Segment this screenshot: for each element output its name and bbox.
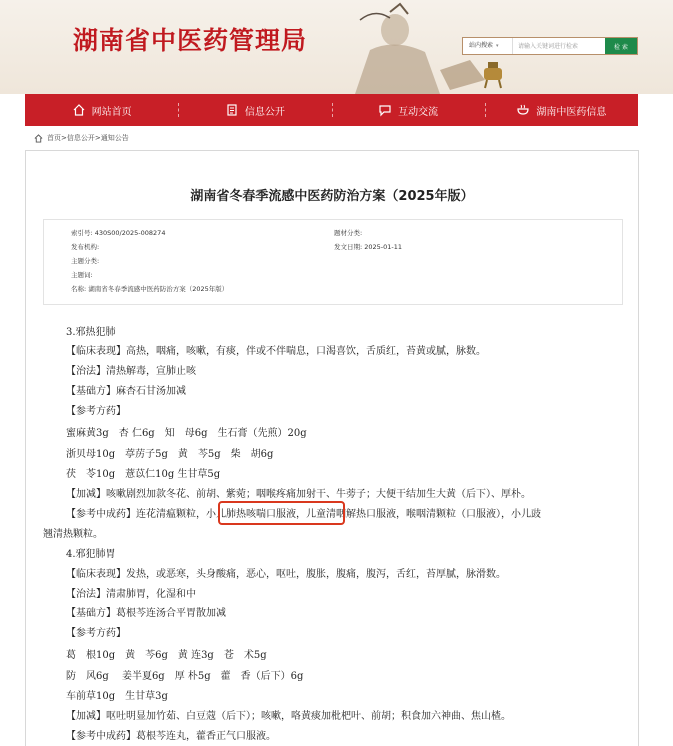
meta-topic: 主题分类: xyxy=(71,257,100,265)
search-button[interactable]: 检 索 xyxy=(605,38,637,54)
nav-item-info-disclosure[interactable] xyxy=(178,94,331,126)
breadcrumb xyxy=(34,133,129,143)
nav-item-home[interactable] xyxy=(25,94,178,126)
paragraph: 【参考方药】 xyxy=(66,628,126,639)
prescription-line: 葛 根10g 黄 芩6g 黄 连3g 苍 术5g xyxy=(66,650,267,661)
paragraph: 【基础方】葛根芩连汤合平胃散加减 xyxy=(66,608,226,619)
prescription-line: 浙贝母10g 葶苈子5g 黄 芩5g 柴 胡6g xyxy=(66,449,274,460)
paragraph: 【参考方药】 xyxy=(66,406,126,417)
nav-item-label: 互动交流 xyxy=(398,106,439,118)
paragraph: 【治法】清热解毒，宣肺止咳 xyxy=(66,366,196,377)
prescription-line: 蜜麻黄3g 杏 仁6g 知 母6g 生石膏（先煎）20g xyxy=(66,428,307,439)
meta-genre: 题材分类: xyxy=(334,229,363,237)
prescription-line: 防 风6g 姜半夏6g 厚 朴5g 藿 香（后下）6g xyxy=(66,671,304,682)
nav-item-label: 湖南中医药信息 xyxy=(536,106,607,118)
meta-keywords: 主题词: xyxy=(71,271,93,279)
search-input[interactable] xyxy=(513,38,605,54)
nav-item-label: 信息公开 xyxy=(244,106,285,118)
meta-date: 发文日期: 2025-01-11 xyxy=(334,243,403,251)
nav-item-tcm-info[interactable] xyxy=(485,94,638,126)
paragraph: 【参考中成药】葛根芩连丸，藿香正气口服液。 xyxy=(66,731,276,742)
prescription-line: 车前草10g 生甘草3g xyxy=(66,691,168,702)
document-icon xyxy=(225,103,239,117)
paragraph: 【临床表现】高热，咽痛，咳嗽，有痰，伴或不伴喘息，口渴喜饮，舌质红，苔黄或腻，脉数。 xyxy=(66,346,486,357)
chevron-down-icon: ▾ xyxy=(496,43,499,49)
article-title: 湖南省冬春季流感中医药防治方案（2025年版） xyxy=(190,189,474,204)
meta-name: 名称: 湖南省冬春季流感中医药防治方案（2025年版） xyxy=(71,285,229,293)
search-scope-label: 站内搜索 xyxy=(469,42,494,49)
incense-burner-icon xyxy=(478,56,508,90)
paragraph: 【基础方】麻杏石甘汤加减 xyxy=(66,386,186,397)
home-icon xyxy=(72,103,86,117)
section-heading: 3.邪热犯肺 xyxy=(66,327,116,338)
main-nav xyxy=(25,94,638,126)
paragraph: 【加减】咳嗽剧烈加款冬花、前胡、紫菀；咽喉疼痛加射干、牛蒡子；大便干结加生大黄（后下）、厚朴。 xyxy=(66,489,531,500)
paragraph: 【治法】清肃肺胃，化湿和中 xyxy=(66,589,196,600)
bowl-icon xyxy=(516,103,530,117)
paragraph: 【临床表现】发热，或恶寒，头身酸痛，恶心，呕吐，腹胀，腹痛，腹泻，舌红，苔厚腻，脉滑数。 xyxy=(66,569,506,580)
site-header xyxy=(0,0,673,94)
site-search xyxy=(462,37,638,55)
paragraph: 翘清热颗粒。 xyxy=(43,529,103,540)
search-scope-select[interactable] xyxy=(463,38,513,54)
article-meta-box xyxy=(43,219,623,305)
meta-issuer: 发布机构: xyxy=(71,243,100,251)
section-heading: 4.邪犯肺胃 xyxy=(66,549,116,560)
paragraph: 【参考中成药】连花清瘟颗粒，小儿肺热咳喘口服液，儿童清咽解热口服液，喉咽清颗粒（口服液），小儿豉 xyxy=(66,509,541,520)
site-title[interactable]: 湖南省中医药管理局 xyxy=(73,26,308,55)
nav-item-label: 网站首页 xyxy=(91,106,132,118)
article-container xyxy=(25,150,639,746)
breadcrumb-path[interactable]: 首页>信息公开>通知公告 xyxy=(47,134,129,142)
chat-icon xyxy=(378,103,392,117)
highlight-annotation-box xyxy=(218,501,345,525)
prescription-line: 茯 苓10g 薏苡仁10g 生甘草5g xyxy=(66,469,221,480)
nav-item-interaction[interactable] xyxy=(332,94,485,126)
paragraph: 【加减】呕吐明显加竹茹、白豆蔻（后下）；咳嗽，咯黄痰加枇杷叶、前胡；积食加六神曲、焦山楂。 xyxy=(66,711,511,722)
meta-index-no: 索引号: 430S00/2025-008274 xyxy=(71,229,166,237)
home-icon xyxy=(34,134,43,143)
